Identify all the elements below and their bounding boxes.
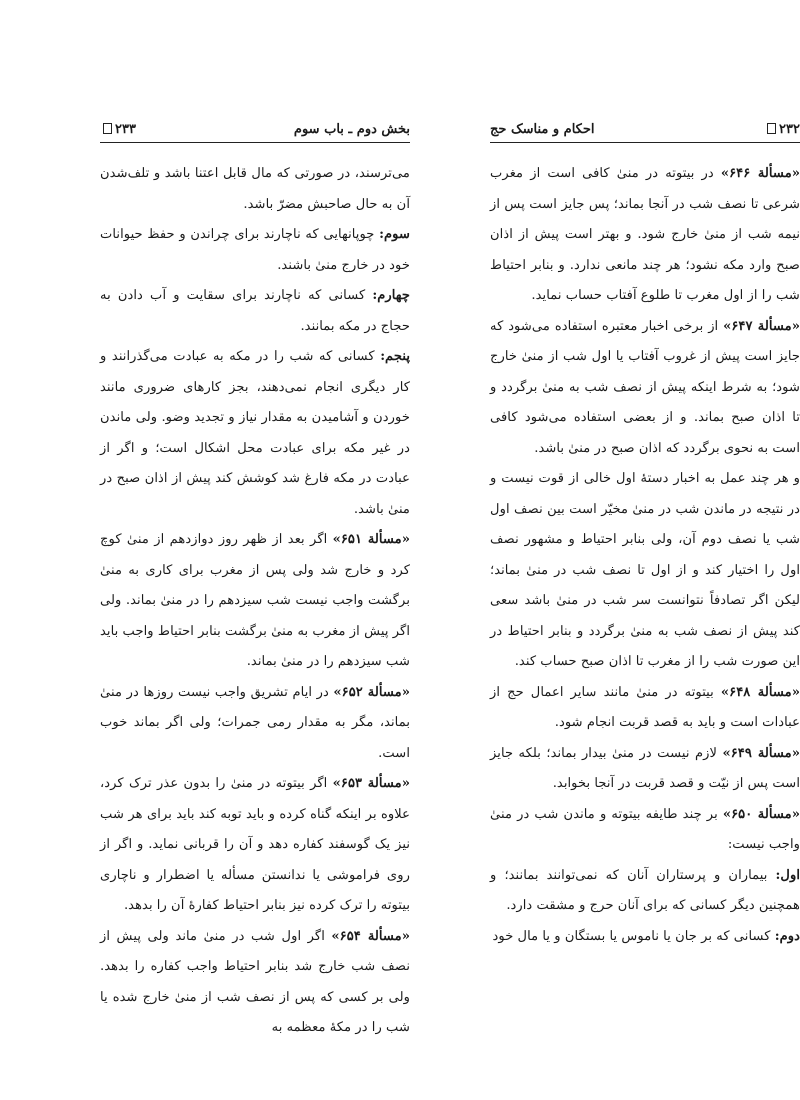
paragraph: «مسألة ۶۴۹» لازم نیست در منیٰ بیدار بماند؛ بلکه جایز است پس از نیّت و قصد قربت در آنجا بخوابد. (490, 745, 800, 791)
square-icon (103, 123, 112, 134)
right-header-title: احکام و مناسک حج (490, 122, 595, 137)
paragraph: چهارم: کسانی که ناچارند برای سقایت و آب دادن به حجاج در مکه بمانند. (100, 288, 410, 334)
left-page (100, 120, 410, 1044)
right-page-header (490, 120, 800, 143)
right-page-body (490, 159, 800, 952)
paragraph: «مسألة ۶۵۲» در ایام تشریق واجب نیست روزها در منیٰ بماند، مگر به مقدار رمی جمرات؛ ولی اگر بماند خوب است. (100, 684, 410, 761)
paragraph: دوم: کسانی که بر جان یا ناموس یا بستگان و یا مال خود (492, 928, 800, 944)
paragraph: «مسألة ۶۵۳» اگر بیتوته در منیٰ را بدون عذر ترک کرد، علاوه بر اینکه گناه کرده و باید توبه کند باید برای هر شب نیز یک گوسفند کفاره دهد و آن را قربانی نماید. و اگر از روی فراموشی یا ندانستن مسأله یا اضطرار و ناچاری بیتوته را ترک کرده نیز بنابر احتیاط کفارهٔ آن را بدهد. (100, 776, 410, 913)
paragraph: اول: بیماران و پرستاران آنان که نمی‌توانند بمانند؛ و همچنین دیگر کسانی که برای آنان حرج و مشقت دارد. (490, 867, 800, 913)
right-page-number: ۲۳۲ (764, 122, 800, 137)
paragraph: «مسألة ۶۵۰» بر چند طایفه بیتوته و ماندن شب در منیٰ واجب نیست: (490, 806, 800, 852)
paragraph: «مسألة ۶۴۶» در بیتوته در منیٰ کافی است از مغرب شرعی تا نصف شب در آنجا بماند؛ پس جایز است پس از نیمه شب از منیٰ خارج شود. و بهتر است پیش از اذان صبح وارد مکه نشود؛ هر چند مانعی ندارد. و بنابر احتیاط شب را از اول مغرب تا طلوع آفتاب حساب نماید. (490, 166, 800, 303)
paragraph: پنجم: کسانی که شب را در مکه به عبادت می‌گذرانند و کار دیگری انجام نمی‌دهند، بجز کارهای ضروری مانند خوردن و آشامیدن به مقدار نیاز و تجدید وضو. ولی ماندن در غیر مکه برای عبادت محل اشکال است؛ و اگر از عبادت در مکه فارغ شد کوشش کند پیش از اذان صبح در منیٰ باشد. (100, 349, 410, 517)
paragraph: «مسألة ۶۴۷» از برخی اخبار معتبره استفاده می‌شود که جایز است پیش از غروب آفتاب یا اول شب از منیٰ خارج شود؛ به شرط اینکه پیش از نصف شب به منیٰ برگردد و تا اذان صبح بماند. و از بعضی استفاده می‌شود کافی است به نحوی برگردد که اذان صبح در منیٰ باشد. (490, 318, 800, 456)
paragraph: می‌ترسند، در صورتی که مال قابل اعتنا باشد و تلف‌شدن آن به حال صاحبش مضرّ باشد. (100, 166, 410, 212)
square-icon (767, 123, 776, 134)
left-page-number: ۲۳۳ (100, 122, 136, 137)
paragraph: و هر چند عمل به اخبار دستهٔ اول خالی از قوت نیست و در نتیجه در ماندن شب در منیٰ مخیّر است بین نصف اول شب یا نصف دوم آن، ولی بنابر احتیاط و مشهور نصف اول را اختیار کند و از اول تا نصف شب در منیٰ بماند؛ لیکن اگر تصادفاً نتوانست سر شب در منیٰ باشد سعی کند پیش از نصف شب به منیٰ برگردد و بنابر احتیاط در این صورت شب را از مغرب تا اذان صبح حساب کند. (490, 471, 800, 669)
paragraph: «مسألة ۶۵۱» اگر بعد از ظهر روز دوازدهم از منیٰ کوچ کرد و خارج شد ولی پس از مغرب برای کاری به منیٰ برگشت واجب نیست شب سیزدهم را در منیٰ بماند. ولی اگر پیش از مغرب به منیٰ برگشت بنابر احتیاط واجب باید شب سیزدهم را در منیٰ بماند. (100, 532, 410, 669)
right-page (490, 120, 800, 952)
left-page-header (100, 120, 410, 143)
paragraph: «مسألة ۶۵۴» اگر اول شب در منیٰ ماند ولی پیش از نصف شب خارج شد بنابر احتیاط واجب کفاره را بدهد. ولی بر کسی که پس از نصف شب از منیٰ خارج شده یا شب را در مکهٔ معظمه به (100, 928, 410, 1035)
left-page-body (100, 159, 410, 1044)
paragraph: سوم: چوپانهایی که ناچارند برای چراندن و حفظ حیوانات خود در خارج منیٰ باشند. (100, 227, 410, 273)
paragraph: «مسألة ۶۴۸» بیتوته در منیٰ مانند سایر اعمال حج از عبادات است و باید به قصد قربت انجام شود. (490, 684, 800, 730)
left-header-title: بخش دوم ـ باب سوم (293, 122, 410, 137)
